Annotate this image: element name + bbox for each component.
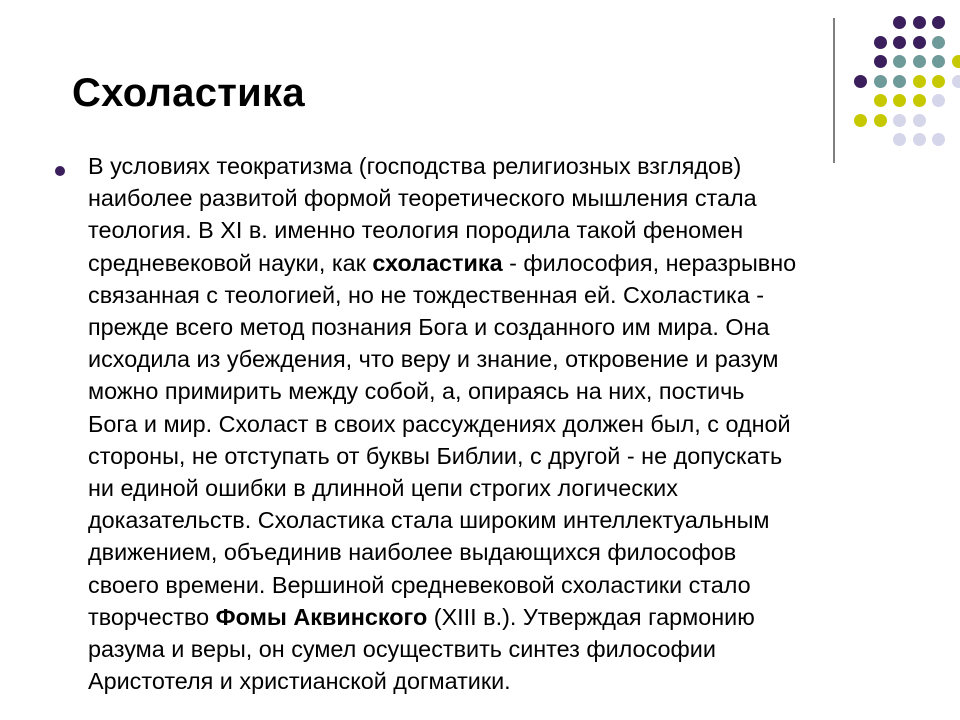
- dot-olive-icon: [874, 114, 887, 127]
- paragraph-text: - философия, неразрывно: [502, 249, 797, 276]
- decorative-divider-line: [833, 18, 835, 163]
- dot-purple-icon: [913, 36, 926, 49]
- paragraph-line: можно примирить между собой, а, опираясь на них, постичь: [88, 378, 745, 405]
- bullet-paragraph: [88, 150, 908, 697]
- dot-lavender-icon: [913, 133, 926, 146]
- paragraph-line: теология. В XI в. именно теология породила такой феномен: [88, 217, 744, 244]
- dot-lavender-icon: [893, 133, 906, 146]
- term-scholasticism: схоластика: [372, 249, 503, 276]
- paragraph-line: прежде всего метод познания Бога и созданного им мира. Она: [88, 314, 770, 341]
- dot-olive-icon: [913, 94, 926, 107]
- paragraph-line: движением, объединив наиболее выдающихся философов: [88, 539, 737, 566]
- dot-purple-icon: [932, 16, 945, 29]
- paragraph-line: [88, 601, 908, 633]
- slide-title: Схоластика: [72, 71, 305, 115]
- paragraph-line: [88, 247, 908, 279]
- paragraph-line: В условиях теократизма (господства религиозных взглядов): [88, 153, 742, 179]
- paragraph-text: средневековой науки, как: [88, 249, 373, 276]
- dot-lavender-icon: [913, 114, 926, 127]
- dot-olive-icon: [854, 114, 867, 127]
- dot-olive-icon: [932, 75, 945, 88]
- paragraph-line: Аристотеля и христианской догматики.: [88, 668, 511, 695]
- dot-purple-icon: [893, 16, 906, 29]
- bullet-dot-icon: [55, 166, 65, 176]
- dot-purple-icon: [874, 55, 887, 68]
- dot-olive-icon: [913, 75, 926, 88]
- paragraph-line: своего времени. Вершиной средневековой схоластики стало: [88, 571, 751, 598]
- paragraph-line: ни единой ошибки в длинной цепи строгих логических: [88, 475, 678, 502]
- paragraph-line: наиболее развитой формой теоретического мышления стала: [88, 185, 757, 212]
- dot-lavender-icon: [952, 75, 960, 88]
- paragraph-line: исходила из убеждения, что веру и знание, откровение и разум: [88, 346, 779, 373]
- dot-lavender-icon: [932, 94, 945, 107]
- dot-teal-icon: [932, 55, 945, 68]
- dot-purple-icon: [854, 75, 867, 88]
- dot-teal-icon: [893, 55, 906, 68]
- paragraph-line: разума и веры, он сумел осуществить синтез философии: [88, 636, 716, 663]
- dot-purple-icon: [893, 36, 906, 49]
- paragraph-line: связанная с теологией, но не тождественная ей. Схоластика -: [88, 281, 765, 308]
- paragraph-text: (XIII в.). Утверждая гармонию: [427, 603, 755, 630]
- paragraph-text: творчество: [88, 603, 216, 630]
- dot-teal-icon: [874, 75, 887, 88]
- paragraph-line: стороны, не отступать от буквы Библии, с другой - не допускать: [88, 442, 783, 469]
- dot-lavender-icon: [893, 114, 906, 127]
- dot-purple-icon: [913, 16, 926, 29]
- dot-olive-icon: [952, 55, 960, 68]
- dot-teal-icon: [932, 36, 945, 49]
- dot-teal-icon: [913, 55, 926, 68]
- dot-lavender-icon: [932, 133, 945, 146]
- name-thomas-aquinas: Фомы Аквинского: [215, 603, 428, 630]
- dot-purple-icon: [874, 36, 887, 49]
- dot-teal-icon: [893, 75, 906, 88]
- paragraph-line: доказательств. Схоластика стала широким интеллектуальным: [88, 507, 770, 534]
- paragraph-line: Бога и мир. Схоласт в своих рассуждениях должен был, с одной: [88, 410, 791, 437]
- dot-olive-icon: [893, 94, 906, 107]
- dot-olive-icon: [874, 94, 887, 107]
